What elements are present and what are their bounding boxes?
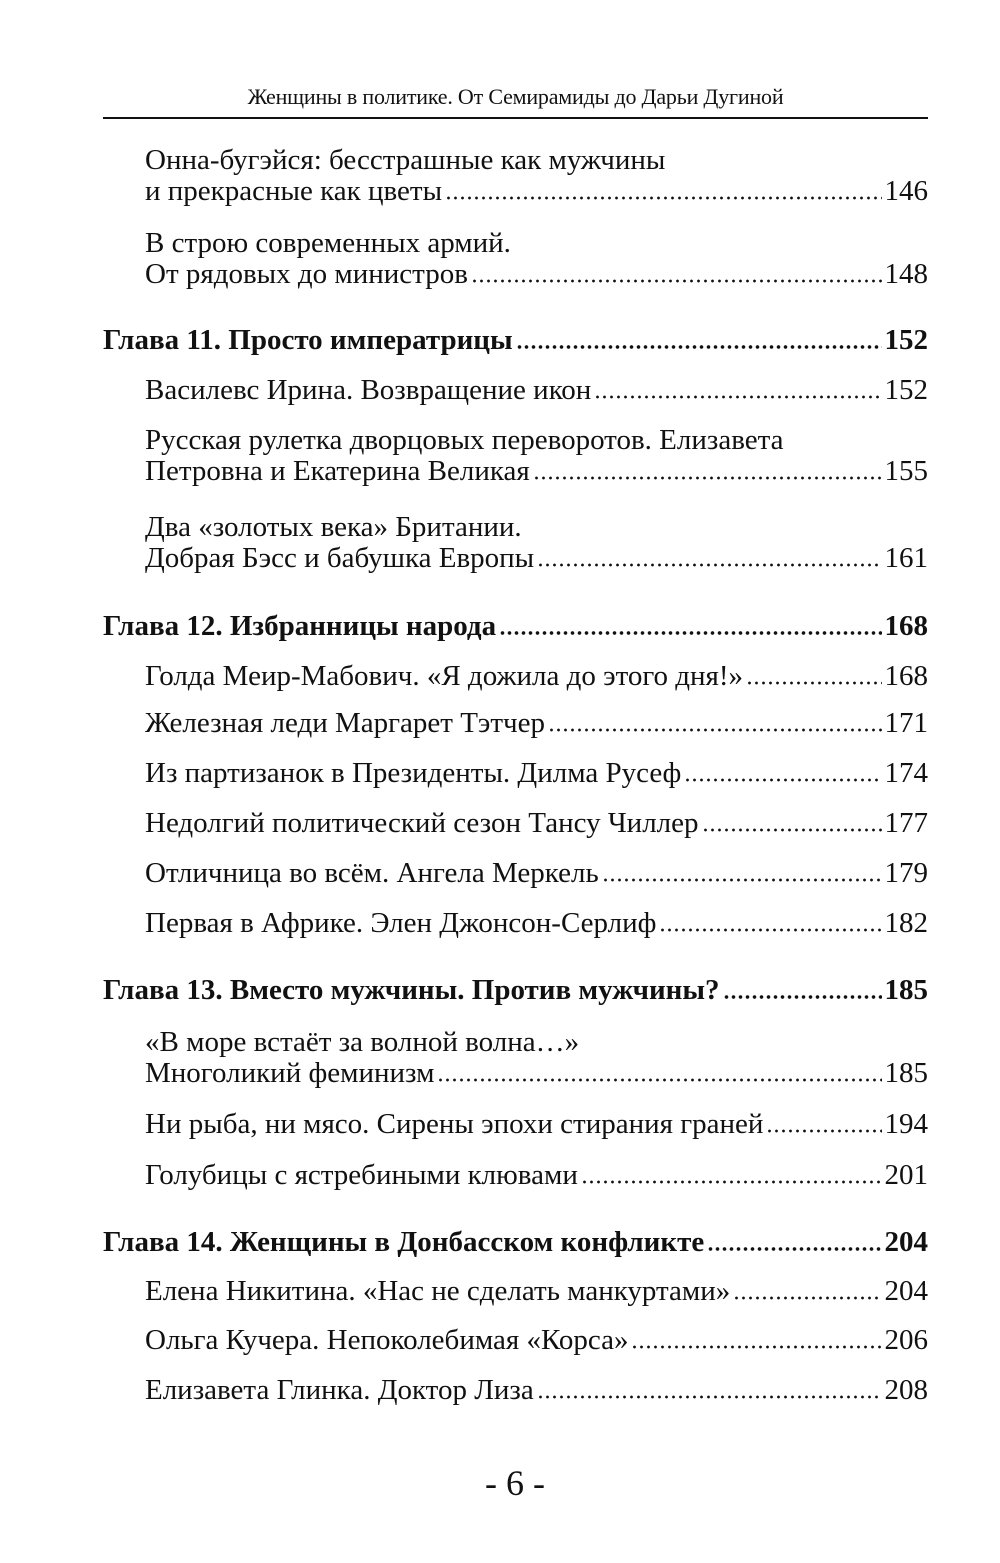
dot-leader: [702, 827, 882, 833]
dot-leader: [581, 1179, 882, 1185]
toc-entry-title: Онна-бугэйся: бесстрашные как мужчины: [145, 144, 666, 176]
dot-leader: [548, 727, 881, 733]
toc-entry-line: [145, 425, 928, 456]
toc-section: [145, 375, 928, 406]
dot-leader: [746, 680, 881, 686]
toc-page-number: 204: [884, 1226, 928, 1258]
dot-leader: [516, 344, 882, 350]
toc-entry-last-line: [145, 708, 928, 739]
toc-entry-last-line: [145, 1058, 928, 1089]
dot-leader: [723, 994, 882, 1000]
toc-entry-last-line: [145, 661, 928, 692]
toc-page-number: 171: [884, 707, 928, 739]
toc-section: [145, 858, 928, 889]
toc-section: [145, 661, 928, 692]
toc-entry-title: Голда Меир-Мабович. «Я дожила до этого дня!»: [145, 660, 744, 692]
toc-section: [145, 512, 928, 574]
dot-leader: [537, 562, 881, 568]
toc-entry-title: Петровна и Екатерина Великая: [145, 455, 530, 487]
toc-page-number: 206: [884, 1324, 928, 1356]
toc-entry-title: Глава 14. Женщины в Донбасском конфликте: [103, 1226, 705, 1258]
toc-page-number: 182: [884, 907, 928, 939]
toc-entry-title: Глава 13. Вместо мужчины. Против мужчины?: [103, 974, 720, 1006]
dot-leader: [499, 630, 881, 636]
dot-leader: [766, 1128, 881, 1134]
toc-entry-last-line: [145, 908, 928, 939]
page-number: - 6 -: [485, 1463, 545, 1503]
toc-entry-title: Первая в Африке. Элен Джонсон-Серлиф: [145, 907, 657, 939]
toc-entry-title: Недолгий политический сезон Тансу Чиллер: [145, 807, 699, 839]
toc-section: [145, 1276, 928, 1307]
toc-entry-title: Елизавета Глинка. Доктор Лиза: [145, 1374, 534, 1406]
toc-entry-title: Василевс Ирина. Возвращение икон: [145, 374, 592, 406]
toc-entry-title: В строю современных армий.: [145, 227, 511, 259]
toc-section: [145, 1109, 928, 1140]
toc-page-number: 185: [884, 974, 928, 1006]
toc-section: [145, 808, 928, 839]
header-rule: [103, 117, 928, 119]
toc-chapter: [103, 1227, 928, 1258]
toc-section: [145, 1027, 928, 1089]
toc-page-number: 152: [884, 374, 928, 406]
dot-leader: [684, 777, 881, 783]
toc-page-number: 152: [884, 324, 928, 356]
toc-page-number: 194: [884, 1108, 928, 1140]
toc-page-number: 208: [884, 1374, 928, 1406]
toc-entry-last-line: [145, 1276, 928, 1307]
toc-section: [145, 1160, 928, 1191]
toc-entry-line: [145, 1027, 928, 1058]
toc-page-number: 161: [884, 542, 928, 574]
toc-entry-line: [145, 145, 928, 176]
toc-page-number: 204: [884, 1275, 928, 1307]
toc-section: [145, 908, 928, 939]
toc-entry-last-line: [145, 1375, 928, 1406]
toc-entry-title: Из партизанок в Президенты. Дилма Русеф: [145, 757, 682, 789]
toc-chapter: [103, 975, 928, 1006]
toc-section: [145, 228, 928, 290]
toc-section: [145, 1325, 928, 1356]
toc-entry-last-line: [103, 975, 928, 1006]
dot-leader: [602, 877, 882, 883]
dot-leader: [707, 1246, 881, 1252]
toc-page-number: 174: [884, 757, 928, 789]
dot-leader: [471, 278, 882, 284]
toc-entry-line: [145, 512, 928, 543]
dot-leader: [659, 927, 881, 933]
dot-leader: [537, 1394, 882, 1400]
toc-page-number: 146: [884, 175, 928, 207]
toc-entry-line: [145, 228, 928, 259]
toc-section: [145, 145, 928, 207]
toc-entry-last-line: [103, 611, 928, 642]
toc-entry-last-line: [145, 176, 928, 207]
toc-entry-title: «В море встаёт за волной волна…»: [145, 1026, 580, 1058]
toc-entry-last-line: [145, 808, 928, 839]
toc-entry-title: Два «золотых века» Британии.: [145, 511, 522, 543]
toc-entry-title: Русская рулетка дворцовых переворотов. Елизавета: [145, 424, 784, 456]
toc-entry-title: Ни рыба, ни мясо. Сирены эпохи стирания граней: [145, 1108, 764, 1140]
toc-entry-last-line: [145, 543, 928, 574]
toc-entry-title: Добрая Бэсс и бабушка Европы: [145, 542, 535, 574]
toc-entry-last-line: [145, 456, 928, 487]
toc-section: [145, 1375, 928, 1406]
toc-entry-title: От рядовых до министров: [145, 258, 468, 290]
toc-entry-last-line: [103, 325, 928, 356]
toc-entry-last-line: [145, 1109, 928, 1140]
toc-entry-title: Многоликий феминизм: [145, 1057, 435, 1089]
toc-entry-title: Голубицы с ястребиными клювами: [145, 1159, 578, 1191]
toc-entry-title: Глава 11. Просто императрицы: [103, 324, 513, 356]
dot-leader: [631, 1344, 881, 1350]
toc-entry-last-line: [145, 1325, 928, 1356]
toc-entry-title: Елена Никитина. «Нас не сделать манкуртами»: [145, 1275, 731, 1307]
toc-section: [145, 758, 928, 789]
toc-entry-last-line: [145, 259, 928, 290]
toc-page-number: 168: [884, 610, 928, 642]
toc-entry-last-line: [145, 858, 928, 889]
dot-leader: [437, 1077, 881, 1083]
toc-entry-title: Железная леди Маргарет Тэтчер: [145, 707, 546, 739]
toc-page-number: 177: [884, 807, 928, 839]
toc-entry-title: Отличница во всём. Ангела Меркель: [145, 857, 599, 889]
toc-chapter: [103, 611, 928, 642]
toc-chapter: [103, 325, 928, 356]
toc-section: [145, 708, 928, 739]
dot-leader: [733, 1295, 881, 1301]
toc-entry-last-line: [103, 1227, 928, 1258]
running-header: Женщины в политике. От Семирамиды до Дарьи Дугиной: [247, 84, 784, 109]
toc-section: [145, 425, 928, 487]
toc-page-number: 185: [884, 1057, 928, 1089]
toc-page-number: 179: [884, 857, 928, 889]
dot-leader: [533, 475, 882, 481]
toc-entry-last-line: [145, 375, 928, 406]
toc-entry-title: и прекрасные как цветы: [145, 175, 443, 207]
toc-entry-last-line: [145, 758, 928, 789]
toc-page-number: 155: [884, 455, 928, 487]
toc-entry-last-line: [145, 1160, 928, 1191]
dot-leader: [445, 195, 881, 201]
dot-leader: [594, 394, 881, 400]
toc-entry-title: Глава 12. Избранницы народа: [103, 610, 497, 642]
toc-entry-title: Ольга Кучера. Непоколебимая «Корса»: [145, 1324, 629, 1356]
toc-page-number: 148: [884, 258, 928, 290]
toc-page-number: 168: [884, 660, 928, 692]
toc-page-number: 201: [884, 1159, 928, 1191]
